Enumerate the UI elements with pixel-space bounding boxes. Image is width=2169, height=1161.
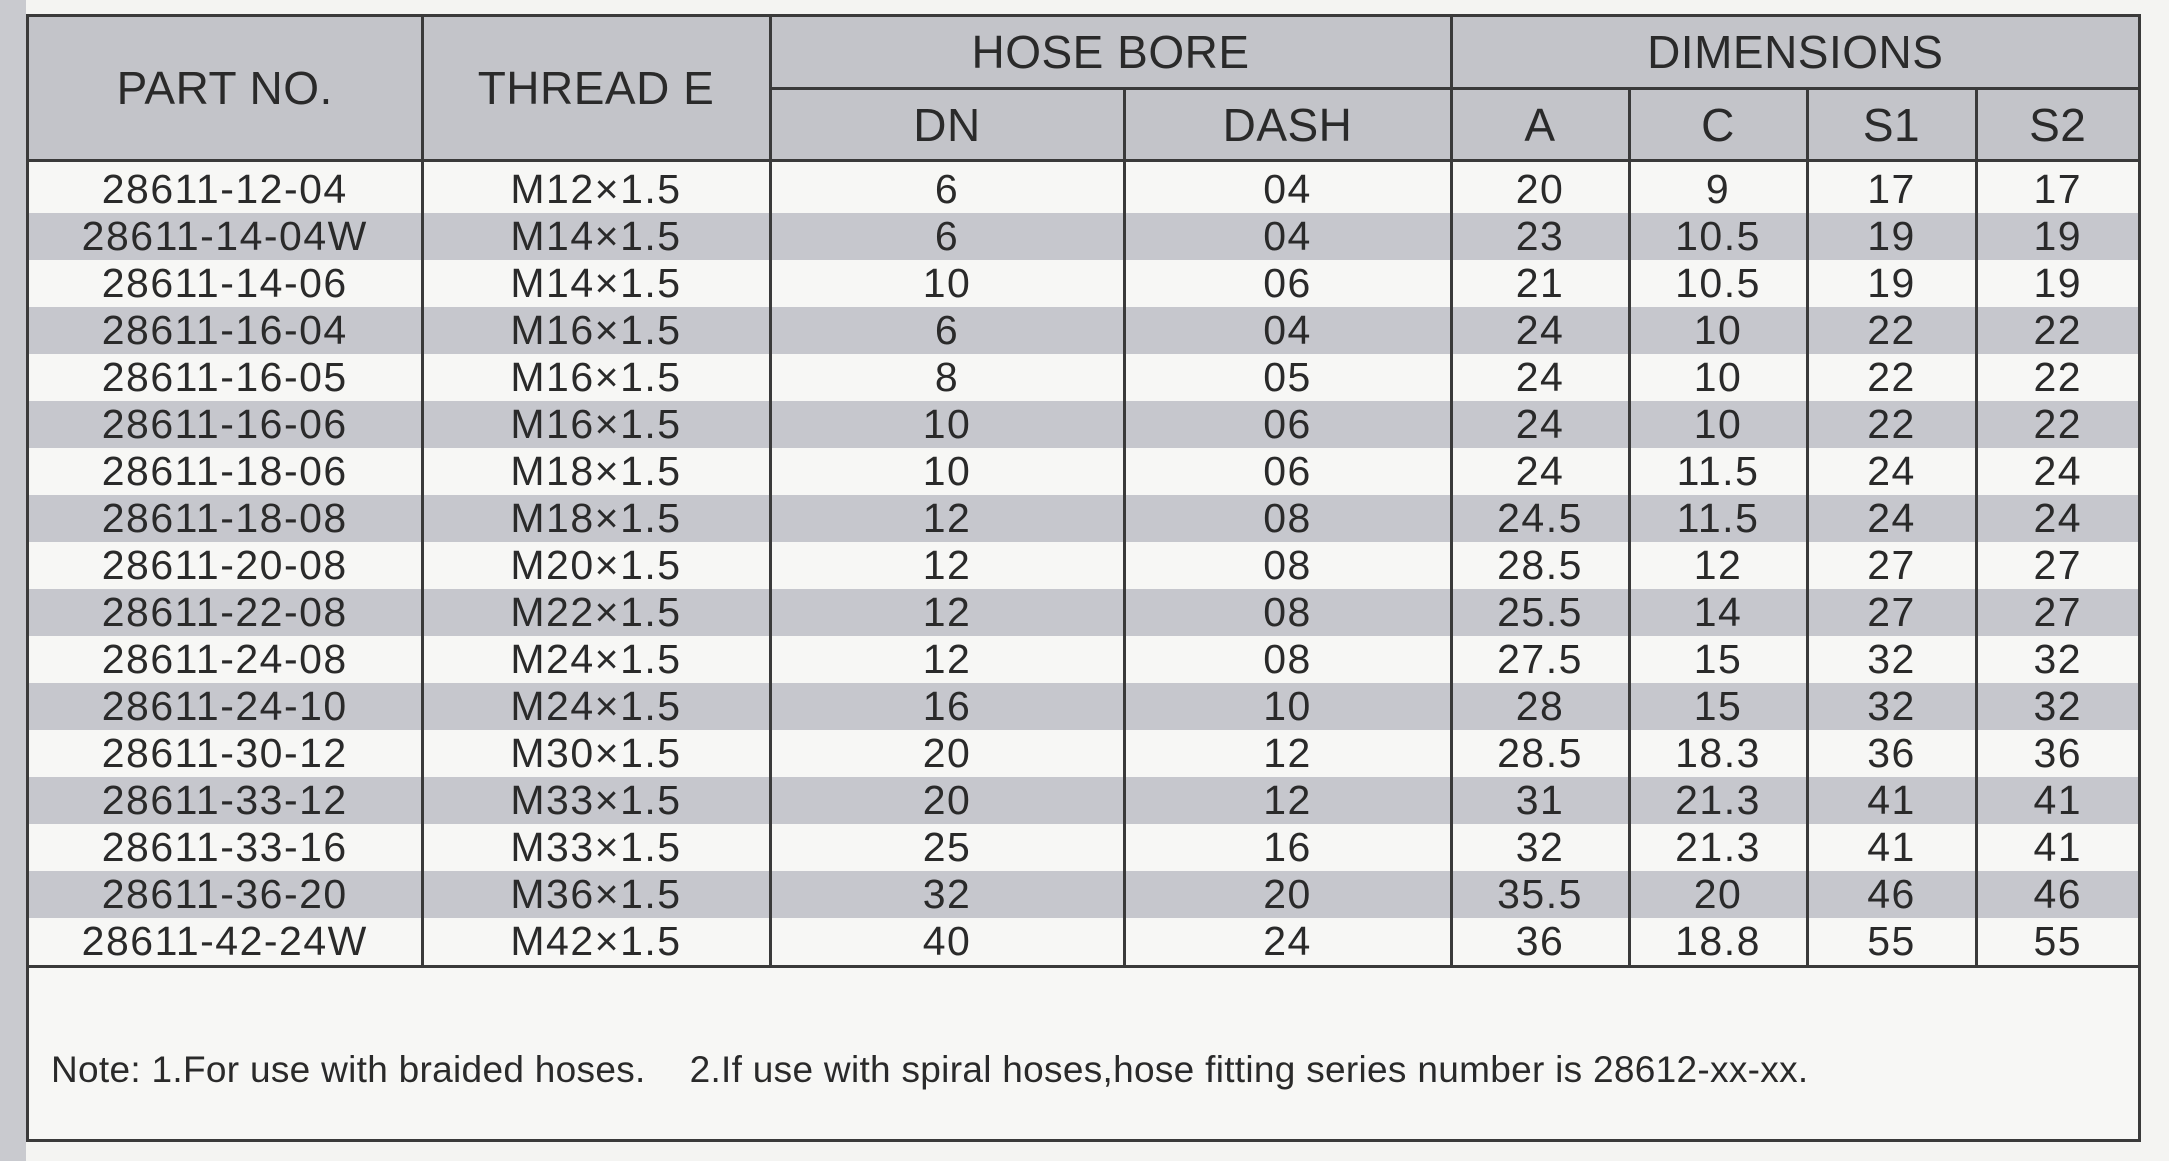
cell-dim-a: 21 [1451,260,1629,307]
cell-dn: 25 [770,824,1124,871]
cell-dim-s1: 17 [1807,161,1976,214]
cell-dim-a: 28.5 [1451,730,1629,777]
table-row [29,260,2138,307]
cell-dash: 12 [1124,777,1451,824]
cell-dim-a: 23 [1451,213,1629,260]
cell-dim-c: 10 [1629,307,1807,354]
cell-dim-s2: 41 [1976,824,2138,871]
cell-part-no: 28611-33-12 [29,777,422,824]
cell-dim-s2: 17 [1976,161,2138,214]
fitting-spec-table [29,17,2138,968]
table-row [29,636,2138,683]
cell-part-no: 28611-24-10 [29,683,422,730]
cell-part-no: 28611-18-06 [29,448,422,495]
cell-thread-e: M22×1.5 [422,589,770,636]
cell-part-no: 28611-36-20 [29,871,422,918]
cell-dim-c: 14 [1629,589,1807,636]
cell-dn: 32 [770,871,1124,918]
table-row [29,918,2138,967]
cell-dn: 16 [770,683,1124,730]
cell-thread-e: M16×1.5 [422,307,770,354]
header-dn: DN [770,89,1124,161]
cell-dim-c: 10 [1629,401,1807,448]
table-row [29,542,2138,589]
cell-dash: 08 [1124,495,1451,542]
cell-part-no: 28611-16-04 [29,307,422,354]
cell-dim-a: 35.5 [1451,871,1629,918]
cell-dim-c: 10 [1629,354,1807,401]
cell-thread-e: M12×1.5 [422,161,770,214]
cell-part-no: 28611-16-05 [29,354,422,401]
cell-thread-e: M14×1.5 [422,213,770,260]
cell-dn: 12 [770,636,1124,683]
cell-dim-s2: 19 [1976,213,2138,260]
cell-dim-s2: 32 [1976,636,2138,683]
table-row [29,730,2138,777]
cell-dim-c: 12 [1629,542,1807,589]
cell-dim-s1: 46 [1807,871,1976,918]
cell-dim-a: 25.5 [1451,589,1629,636]
table-row [29,683,2138,730]
cell-part-no: 28611-24-08 [29,636,422,683]
cell-part-no: 28611-22-08 [29,589,422,636]
header-a: A [1451,89,1629,161]
cell-dim-c: 11.5 [1629,448,1807,495]
cell-thread-e: M42×1.5 [422,918,770,967]
cell-part-no: 28611-42-24W [29,918,422,967]
cell-dim-c: 10.5 [1629,213,1807,260]
table-body [29,161,2138,967]
table-row [29,871,2138,918]
cell-dim-s1: 19 [1807,260,1976,307]
cell-part-no: 28611-33-16 [29,824,422,871]
cell-part-no: 28611-20-08 [29,542,422,589]
cell-dim-a: 24 [1451,307,1629,354]
cell-dim-s1: 55 [1807,918,1976,967]
header-s2: S2 [1976,89,2138,161]
cell-dn: 12 [770,542,1124,589]
table-row [29,161,2138,214]
cell-part-no: 28611-18-08 [29,495,422,542]
cell-dim-s2: 46 [1976,871,2138,918]
table-note [51,1049,1808,1091]
header-dimensions: DIMENSIONS [1451,17,2138,89]
cell-dim-s2: 32 [1976,683,2138,730]
cell-dash: 08 [1124,589,1451,636]
cell-dim-s1: 24 [1807,495,1976,542]
table-row [29,777,2138,824]
cell-dim-c: 18.3 [1629,730,1807,777]
cell-dn: 20 [770,777,1124,824]
cell-thread-e: M18×1.5 [422,448,770,495]
cell-dim-s2: 27 [1976,589,2138,636]
cell-dim-s1: 22 [1807,401,1976,448]
page-edge-shadow [0,0,26,1161]
cell-dn: 6 [770,161,1124,214]
cell-dim-s1: 19 [1807,213,1976,260]
cell-dim-a: 28.5 [1451,542,1629,589]
cell-thread-e: M24×1.5 [422,636,770,683]
cell-dim-s2: 36 [1976,730,2138,777]
cell-dim-a: 24 [1451,448,1629,495]
cell-dn: 12 [770,495,1124,542]
cell-part-no: 28611-14-06 [29,260,422,307]
cell-part-no: 28611-30-12 [29,730,422,777]
cell-dim-s1: 27 [1807,589,1976,636]
cell-dim-a: 24 [1451,401,1629,448]
cell-thread-e: M33×1.5 [422,824,770,871]
cell-dn: 40 [770,918,1124,967]
cell-dim-a: 24.5 [1451,495,1629,542]
cell-thread-e: M33×1.5 [422,777,770,824]
cell-thread-e: M18×1.5 [422,495,770,542]
cell-dim-s1: 22 [1807,354,1976,401]
cell-dim-s1: 41 [1807,824,1976,871]
cell-dim-a: 20 [1451,161,1629,214]
cell-thread-e: M16×1.5 [422,354,770,401]
cell-dim-c: 21.3 [1629,824,1807,871]
cell-dash: 12 [1124,730,1451,777]
cell-thread-e: M36×1.5 [422,871,770,918]
cell-dash: 04 [1124,161,1451,214]
cell-dash: 24 [1124,918,1451,967]
cell-dash: 06 [1124,260,1451,307]
cell-dash: 10 [1124,683,1451,730]
note-spiral: 2.If use with spiral hoses,hose fitting series number is 28612-xx-xx. [689,1049,1809,1090]
cell-thread-e: M14×1.5 [422,260,770,307]
header-c: C [1629,89,1807,161]
cell-dim-s2: 22 [1976,307,2138,354]
header-part-no: PART NO. [29,17,422,161]
cell-dim-s1: 32 [1807,636,1976,683]
cell-dim-s2: 24 [1976,448,2138,495]
cell-dim-s1: 22 [1807,307,1976,354]
cell-dim-a: 31 [1451,777,1629,824]
cell-dim-s1: 27 [1807,542,1976,589]
table-row [29,448,2138,495]
header-hose-bore: HOSE BORE [770,17,1451,89]
cell-dim-s2: 27 [1976,542,2138,589]
cell-dim-s2: 41 [1976,777,2138,824]
cell-thread-e: M20×1.5 [422,542,770,589]
cell-dn: 12 [770,589,1124,636]
cell-dn: 10 [770,401,1124,448]
cell-dash: 04 [1124,307,1451,354]
cell-dim-s1: 36 [1807,730,1976,777]
cell-dim-s1: 41 [1807,777,1976,824]
cell-dash: 08 [1124,636,1451,683]
cell-dash: 16 [1124,824,1451,871]
header-thread-e: THREAD E [422,17,770,161]
cell-dim-s1: 32 [1807,683,1976,730]
cell-dash: 06 [1124,401,1451,448]
cell-dn: 10 [770,260,1124,307]
cell-dim-a: 32 [1451,824,1629,871]
table-row [29,824,2138,871]
cell-thread-e: M16×1.5 [422,401,770,448]
spec-table-frame [26,14,2141,1142]
cell-dim-c: 15 [1629,683,1807,730]
cell-dim-a: 24 [1451,354,1629,401]
cell-dim-c: 20 [1629,871,1807,918]
cell-dash: 06 [1124,448,1451,495]
table-row [29,354,2138,401]
cell-dash: 04 [1124,213,1451,260]
cell-dn: 10 [770,448,1124,495]
cell-dim-c: 10.5 [1629,260,1807,307]
cell-part-no: 28611-12-04 [29,161,422,214]
cell-dim-s2: 22 [1976,354,2138,401]
cell-dash: 05 [1124,354,1451,401]
cell-part-no: 28611-14-04W [29,213,422,260]
cell-dim-a: 27.5 [1451,636,1629,683]
table-row [29,213,2138,260]
cell-part-no: 28611-16-06 [29,401,422,448]
cell-dim-s2: 24 [1976,495,2138,542]
note-braided: Note: 1.For use with braided hoses. [51,1049,646,1090]
cell-thread-e: M30×1.5 [422,730,770,777]
table-row [29,401,2138,448]
cell-dim-s2: 22 [1976,401,2138,448]
cell-dn: 8 [770,354,1124,401]
cell-dim-s2: 19 [1976,260,2138,307]
table-row [29,589,2138,636]
cell-dn: 20 [770,730,1124,777]
cell-dash: 08 [1124,542,1451,589]
cell-dim-c: 9 [1629,161,1807,214]
table-row [29,307,2138,354]
header-row-top [29,17,2138,89]
cell-dn: 6 [770,307,1124,354]
table-row [29,495,2138,542]
cell-dim-a: 36 [1451,918,1629,967]
cell-dash: 20 [1124,871,1451,918]
cell-thread-e: M24×1.5 [422,683,770,730]
cell-dim-c: 18.8 [1629,918,1807,967]
cell-dim-s2: 55 [1976,918,2138,967]
cell-dim-a: 28 [1451,683,1629,730]
cell-dim-c: 15 [1629,636,1807,683]
cell-dim-s1: 24 [1807,448,1976,495]
header-dash: DASH [1124,89,1451,161]
cell-dim-c: 21.3 [1629,777,1807,824]
header-s1: S1 [1807,89,1976,161]
cell-dim-c: 11.5 [1629,495,1807,542]
cell-dn: 6 [770,213,1124,260]
